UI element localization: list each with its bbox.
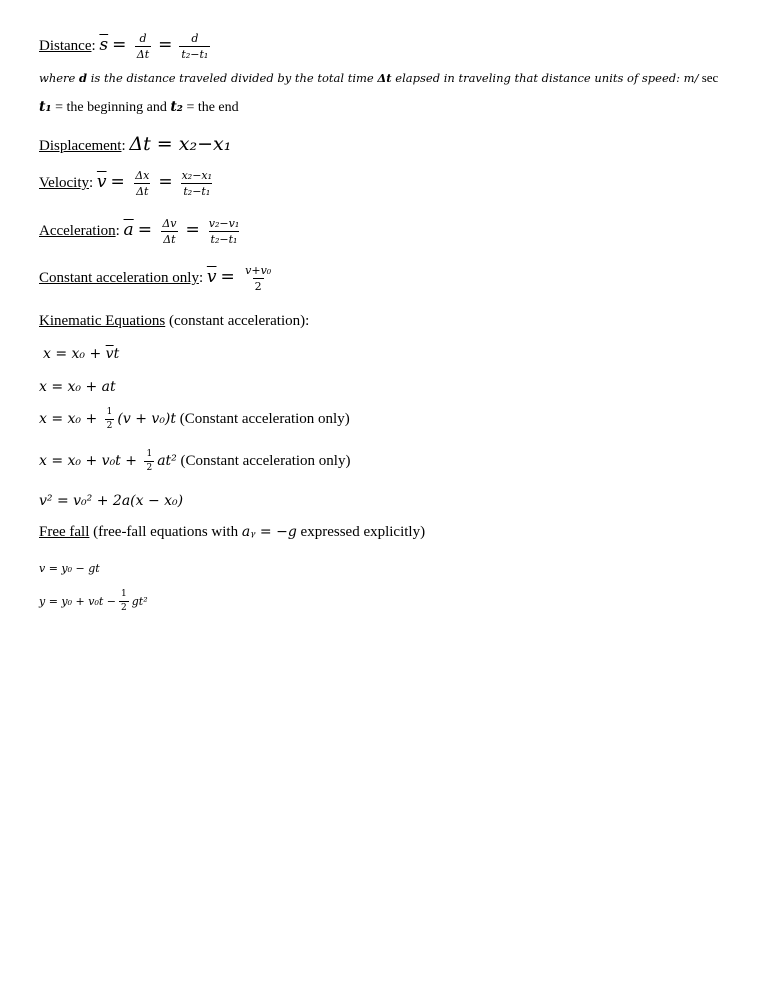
- velocity-formula: Velocity: $\overline{v}$ = $\frac{\Delta x}{\Delta t}$ = $\frac{\text{x₂−x₁}}{\text{t₂−t₁}}$: [39, 169, 213, 198]
- displacement-label: Displacement: [39, 138, 122, 154]
- distance-fraction-2: $\frac{d}{\text{t₂−t₁}}$: [181, 32, 209, 61]
- acceleration-fraction-1: $\frac{\Delta v}{\Delta t}$: [162, 217, 177, 246]
- acceleration-formula: Acceleration: $\overline{a}$ = $\frac{\Delta v}{\Delta t}$ = $\frac{\text{v₂−v₁}}{\text{t₂−t₁}}$: [39, 217, 240, 246]
- kinematic-eq-4: x = x₀ + v₀t + $\frac{1}{2}$ at² (Constant acceleration only): [39, 449, 351, 473]
- acceleration-label: Acceleration: [39, 223, 116, 240]
- average-velocity-formula: Constant acceleration only: $\overline{v}$ = $\frac{\text{v+v₀}}{2}$: [39, 264, 272, 293]
- kinematic-label: Kinematic Equations: [39, 313, 166, 329]
- velocity-fraction-2: $\frac{\text{x₂−x₁}}{\text{t₂−t₁}}$: [181, 169, 213, 198]
- kinematic-eq-3: x = x₀ + $\frac{1}{2}$ (v + v₀)t (Constant acceleration only): [39, 407, 350, 431]
- displacement-formula: Displacement: Δt = x₂−x₁: [39, 133, 232, 155]
- distance-fraction-1: $\frac{d}{\Delta t}$: [136, 32, 150, 61]
- acceleration-fraction-2: $\frac{\text{v₂−v₁}}{\text{t₂−t₁}}$: [208, 217, 240, 246]
- distance-formula: Distance: $\overline{s}$ = $\frac{d}{\Delta t}$ = $\frac{d}{\text{t₂−t₁}}$: [39, 32, 209, 61]
- free-fall-heading: Free fall (free-fall equations with aᵧ = −g expressed explicitly): [39, 524, 426, 540]
- kinematic-eq-2: x = x₀ + at: [39, 379, 116, 395]
- constant-accel-label: Constant acceleration only: [39, 270, 199, 287]
- kinematic-eq-1: $x = x_0 + \overline{v}t$: [43, 346, 120, 362]
- free-fall-label: Free fall: [39, 524, 90, 540]
- velocity-label: Velocity: [39, 175, 89, 192]
- velocity-fraction-1: $\frac{\Delta x}{\Delta t}$: [135, 169, 150, 198]
- average-velocity-fraction: $\frac{\text{v+v₀}}{2}$: [245, 264, 272, 293]
- distance-lhs: $\overline{s}$: [99, 35, 109, 56]
- free-fall-eq-1: v = y₀ − gt: [39, 562, 100, 575]
- kinematic-heading: Kinematic Equations (constant acceleration):: [39, 313, 310, 329]
- distance-label: Distance: [39, 38, 92, 55]
- free-fall-eq-2: y = y₀ + v₀t − $\frac{1}{2}$ gt²: [39, 589, 148, 613]
- distance-explanation: where d is the distance traveled divided by the total time Δt elapsed in traveling that distance units of speed: m/ sec: [39, 70, 719, 85]
- time-definitions: t₁ = the beginning and t₂ = the end: [39, 99, 239, 115]
- kinematic-eq-5: v² = v₀² + 2a(x − x₀): [39, 493, 184, 509]
